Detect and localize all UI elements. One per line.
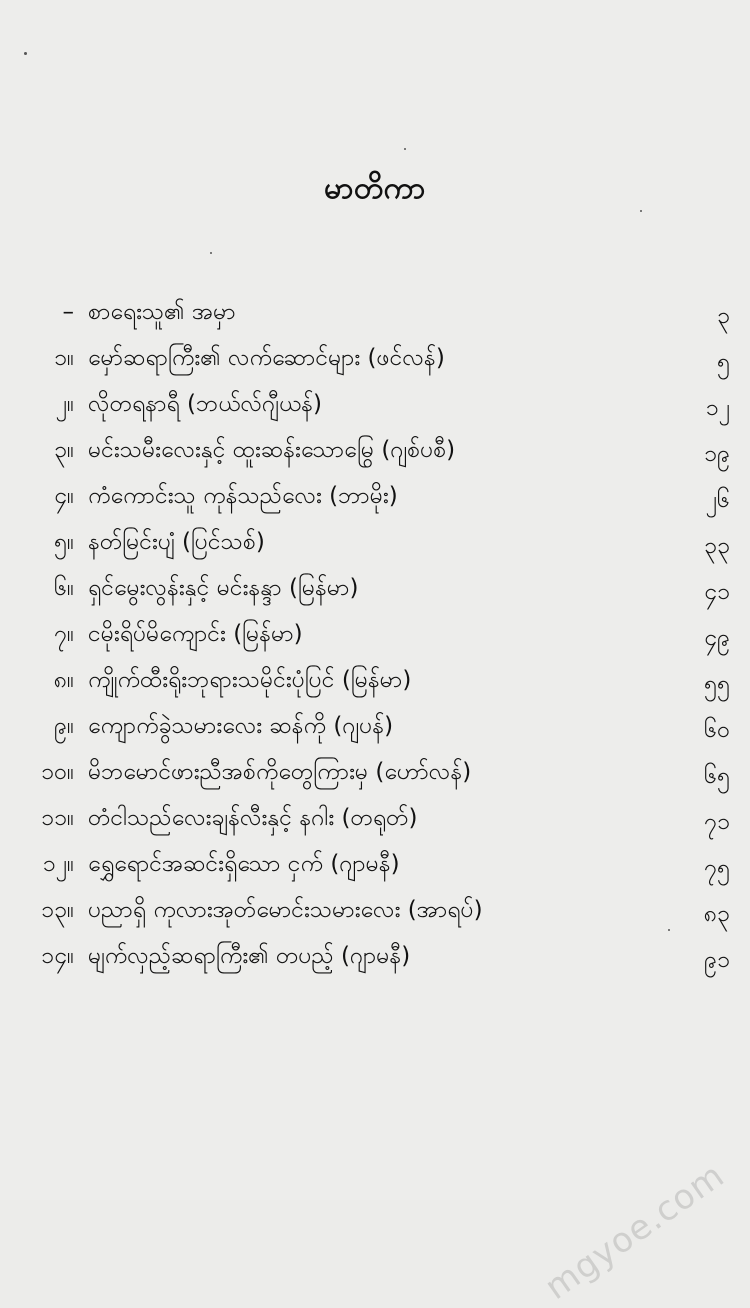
toc-row bbox=[0, 844, 750, 884]
toc-row bbox=[0, 798, 750, 838]
entry-number: ၁၄။ bbox=[41, 943, 74, 969]
entry-page: ၆၅ bbox=[704, 763, 730, 789]
print-speck bbox=[24, 52, 27, 55]
entry-page: ၄၁ bbox=[704, 579, 730, 605]
entry-number: ၉။ bbox=[54, 713, 74, 739]
entry-title: မှော်ဆရာကြီး၏ လက်ဆောင်များ (ဖင်လန်) bbox=[88, 345, 445, 371]
entry-number: ၁၀။ bbox=[41, 759, 74, 785]
entry-number: ၂။ bbox=[55, 391, 74, 417]
entry-title: ပညာရှိ ကုလားအုတ်မောင်းသမားလေး (အာရပ်) bbox=[88, 897, 483, 923]
watermark: mgyoe.com bbox=[537, 1155, 732, 1308]
toc-row bbox=[0, 522, 750, 562]
entry-number: ၅။ bbox=[54, 529, 74, 555]
entry-title: မင်းသမီးလေးနှင့် ထူးဆန်းသောမြွေ (ဂျစ်ပစီ) bbox=[88, 437, 456, 463]
toc-row bbox=[0, 292, 750, 332]
entry-number: – bbox=[62, 299, 74, 325]
entry-number: ၁၃။ bbox=[41, 897, 74, 923]
entry-page: ၈၃ bbox=[703, 901, 730, 927]
toc-row bbox=[0, 660, 750, 700]
entry-number: ၇။ bbox=[54, 621, 74, 647]
print-speck bbox=[404, 148, 406, 150]
entry-title: ငမိုးရိပ်မိကျောင်း (မြန်မာ) bbox=[88, 621, 303, 647]
entry-title: လိုတရနာရီ (ဘယ်လ်ဂျီယန်) bbox=[88, 391, 323, 417]
entry-title: မျက်လှည့်ဆရာကြီး၏ တပည့် (ဂျာမနီ) bbox=[88, 943, 411, 969]
entry-title: ကျိုက်ထီးရိုးဘုရားသမိုင်းပုံပြင် (မြန်မာ) bbox=[88, 667, 412, 693]
entry-page: ၃ bbox=[717, 303, 730, 329]
print-speck bbox=[210, 252, 212, 254]
entry-title: တံငါသည်လေးချန်လီးနှင့် နဂါး (တရုတ်) bbox=[88, 805, 418, 831]
entry-page: ၇၁ bbox=[704, 809, 730, 835]
entry-title: စာရေးသူ၏ အမှာ bbox=[88, 299, 236, 325]
entry-page: ၁၂ bbox=[705, 395, 730, 421]
entry-title: ရွှေရောင်အဆင်းရှိသော ငှက် (ဂျာမနီ) bbox=[88, 851, 400, 877]
toc-row bbox=[0, 614, 750, 654]
toc-row bbox=[0, 430, 750, 470]
entry-page: ၄၉ bbox=[704, 625, 730, 651]
page-title: မာတိကာ bbox=[324, 171, 426, 206]
entry-page: ၁၉ bbox=[704, 441, 730, 467]
entry-title: ကျောက်ခွဲသမားလေး ဆန်ကို (ဂျပန်) bbox=[88, 713, 394, 739]
entry-number: ၈။ bbox=[53, 667, 74, 693]
entry-number: ၁၁။ bbox=[41, 805, 74, 831]
entry-number: ၄။ bbox=[54, 483, 74, 509]
entry-page: ၇၅ bbox=[704, 855, 730, 881]
toc-row bbox=[0, 936, 750, 976]
entry-page: ၆၀ bbox=[704, 717, 730, 743]
toc-row bbox=[0, 476, 750, 516]
toc-row bbox=[0, 338, 750, 378]
entry-page: ၃၃ bbox=[704, 533, 730, 559]
toc-row bbox=[0, 568, 750, 608]
toc-row bbox=[0, 384, 750, 424]
toc-row bbox=[0, 706, 750, 746]
entry-title: နတ်မြင်းပျံ (ပြင်သစ်) bbox=[88, 529, 265, 555]
entry-number: ၁။ bbox=[54, 345, 74, 371]
entry-page: ၉၁ bbox=[704, 947, 730, 973]
entry-number: ၁၂။ bbox=[42, 851, 74, 877]
entry-number: ၆။ bbox=[54, 575, 74, 601]
entry-page: ၅ bbox=[717, 349, 730, 375]
entry-page: ၅၅ bbox=[704, 671, 730, 697]
entry-page: ၂၆ bbox=[705, 487, 730, 513]
entry-title: မိဘမောင်ဖားညီအစ်ကိုတွေကြားမှ (ဟော်လန်) bbox=[88, 759, 472, 785]
entry-title: ကံကောင်းသူ ကုန်သည်လေး (ဘာမိုး) bbox=[88, 483, 398, 509]
toc-row bbox=[0, 890, 750, 930]
toc-row bbox=[0, 752, 750, 792]
entry-title: ရှင်မွေးလွန်းနှင့် မင်းနန္ဒာ (မြန်မာ) bbox=[88, 575, 359, 601]
entry-number: ၃။ bbox=[54, 437, 74, 463]
